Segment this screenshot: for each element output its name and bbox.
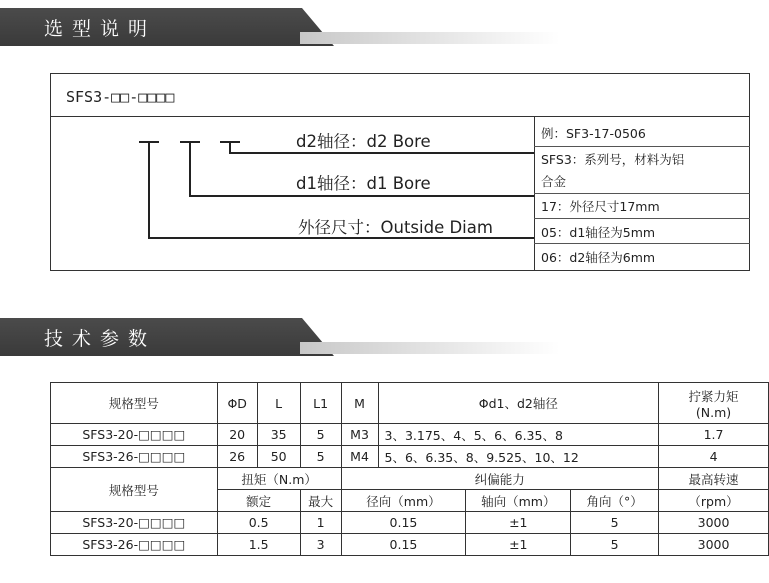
cell-value: M3 (341, 424, 378, 446)
header-text: 拧紧力矩 (688, 388, 739, 404)
cell-bores: 3、3.175、4、5、6、6.35、8 (378, 424, 659, 446)
header-max-speed: 最高转速 (659, 468, 769, 490)
header-radial: 径向（mm） (341, 490, 466, 512)
cell-value: 3000 (659, 512, 769, 534)
example-line: 05：d1轴径为5mm (541, 225, 656, 240)
cell-value: 26 (217, 446, 257, 468)
header-axial: 轴向（mm） (466, 490, 571, 512)
cell-value: 0.15 (341, 534, 466, 556)
d1-bore-label: d1轴径：d1 Bore (296, 174, 431, 193)
divider (534, 193, 750, 194)
divider (534, 146, 750, 147)
table-row (51, 424, 769, 446)
section-title: 选型说明 (44, 18, 157, 40)
cell-value: 1 (300, 512, 341, 534)
cell-value: 4 (659, 446, 769, 468)
example-line: 例：SF3-17-0506 (541, 126, 646, 141)
cell-value: 1.5 (217, 534, 300, 556)
diagram-line (189, 141, 191, 197)
example-line: SFS3：系列号，材料为铝 (541, 152, 685, 167)
header-bar-fade (300, 32, 560, 44)
spec-table (50, 382, 769, 556)
header-torque: 扭矩（N.m） (217, 468, 341, 490)
header-bore: Φd1、d2轴径 (378, 383, 659, 424)
header-angular: 角向（°） (571, 490, 659, 512)
header-tightening-torque (659, 383, 769, 424)
cell-value: 3000 (659, 534, 769, 556)
table-row (51, 512, 769, 534)
cell-value: 5 (571, 512, 659, 534)
example-line: 17：外径尺寸17mm (541, 199, 660, 214)
section-title: 技术参数 (44, 328, 157, 350)
cell-value: ±1 (466, 512, 571, 534)
cell-value: 0.15 (341, 512, 466, 534)
example-line: 06：d2轴径为6mm (541, 250, 656, 265)
header-model: 规格型号 (51, 383, 218, 424)
cell-model: SFS3-26-□□□□ (51, 534, 218, 556)
cell-value: 0.5 (217, 512, 300, 534)
outside-diameter-label: 外径尺寸：Outside Diam (298, 218, 493, 237)
divider (534, 218, 750, 219)
cell-value: 20 (217, 424, 257, 446)
model-code: SFS3-□□-□□□□ (66, 88, 175, 106)
header-bar-fade (300, 342, 560, 354)
cell-value: 3 (300, 534, 341, 556)
table-row (51, 534, 769, 556)
header-rpm: （rpm） (659, 490, 769, 512)
header-screw: M (341, 383, 378, 424)
cell-model: SFS3-26-□□□□ (51, 446, 218, 468)
divider (50, 116, 750, 117)
cell-model: SFS3-20-□□□□ (51, 512, 218, 534)
header-outer-diameter: ΦD (217, 383, 257, 424)
section-header-specs (0, 318, 769, 356)
cell-value: 5 (571, 534, 659, 556)
section-header-selection (0, 8, 769, 46)
cell-bores: 5、6、6.35、8、9.525、10、12 (378, 446, 659, 468)
header-unit: (N.m) (695, 404, 732, 420)
header-max: 最大 (300, 490, 341, 512)
cell-model: SFS3-20-□□□□ (51, 424, 218, 446)
d2-bore-label: d2轴径：d2 Bore (296, 132, 431, 151)
divider (534, 243, 750, 244)
table-row (51, 446, 769, 468)
header-model: 规格型号 (51, 468, 218, 512)
cell-value: ±1 (466, 534, 571, 556)
header-rated: 额定 (217, 490, 300, 512)
cell-value: 50 (257, 446, 300, 468)
cell-value: 1.7 (659, 424, 769, 446)
cell-value: 35 (257, 424, 300, 446)
diagram-line (148, 141, 150, 239)
example-line: 合金 (541, 174, 567, 189)
header-misalignment: 纠偏能力 (341, 468, 659, 490)
header-length: L (257, 383, 300, 424)
cell-value: M4 (341, 446, 378, 468)
diagram-line (189, 195, 534, 197)
diagram-line (229, 152, 534, 154)
cell-value: 5 (300, 446, 341, 468)
header-l1: L1 (300, 383, 341, 424)
cell-value: 5 (300, 424, 341, 446)
